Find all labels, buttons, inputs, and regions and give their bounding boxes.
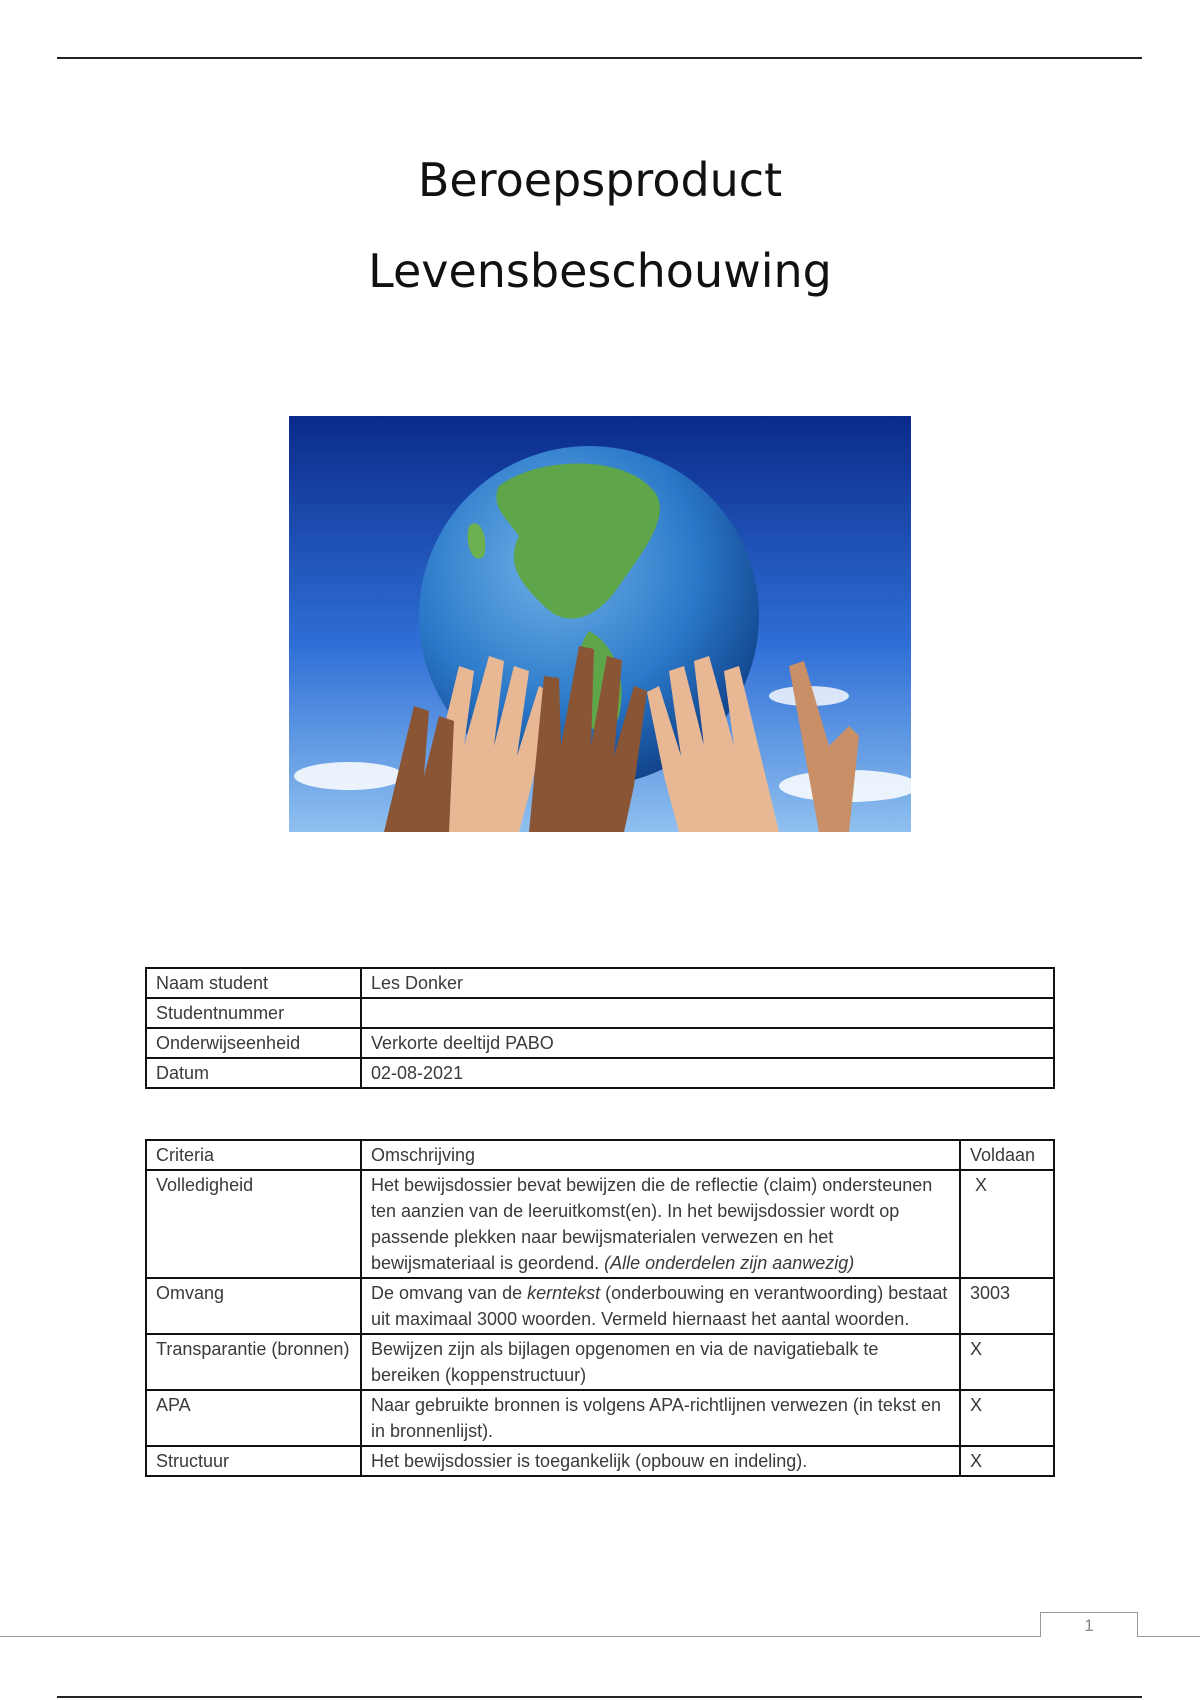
onderwijseenheid-label: Onderwijseenheid xyxy=(146,1028,361,1058)
datum-value: 02-08-2021 xyxy=(361,1058,1054,1088)
voldaan-cell: X xyxy=(960,1334,1054,1390)
table-row xyxy=(146,1334,1054,1390)
criterium-cell: Transparantie (bronnen) xyxy=(146,1334,361,1390)
voldaan-cell: X xyxy=(960,1390,1054,1446)
voldaan-cell: X xyxy=(960,1170,1054,1278)
table-row xyxy=(146,1058,1054,1088)
omschrijving-cell: Bewijzen zijn als bijlagen opgenomen en via de navigatiebalk te bereiken (koppenstructuur) xyxy=(361,1334,960,1390)
omschrijving-text: (onderbouwing en verantwoording) bestaat uit maximaal 3000 woorden. Vermeld hiernaast het aantal woorden. xyxy=(371,1283,948,1329)
voldaan-cell: X xyxy=(960,1446,1054,1476)
cover-image xyxy=(289,416,911,832)
footer-rule xyxy=(0,1636,1200,1637)
table-row xyxy=(146,968,1054,998)
page-bottom-rule xyxy=(57,1696,1142,1698)
voldaan-cell: 3003 xyxy=(960,1278,1054,1334)
header-voldaan: Voldaan xyxy=(960,1140,1054,1170)
omschrijving-italic: kerntekst xyxy=(527,1283,601,1303)
criterium-cell: APA xyxy=(146,1390,361,1446)
table-row xyxy=(146,998,1054,1028)
table-row xyxy=(146,1170,1054,1278)
omschrijving-italic: (Alle onderdelen zijn aanwezig) xyxy=(604,1253,855,1273)
studentnummer-value xyxy=(361,998,1054,1028)
header-omschrijving: Omschrijving xyxy=(361,1140,960,1170)
onderwijseenheid-value: Verkorte deeltijd PABO xyxy=(361,1028,1054,1058)
naam-student-label: Naam student xyxy=(146,968,361,998)
student-info-table xyxy=(145,967,1055,1089)
table-row xyxy=(146,1446,1054,1476)
document-subtitle: Levensbeschouwing xyxy=(368,244,832,298)
omschrijving-cell: Naar gebruikte bronnen is volgens APA-richtlijnen verwezen (in tekst en in bronnenlijst). xyxy=(361,1390,960,1446)
header-rule xyxy=(57,57,1142,59)
criteria-table xyxy=(145,1139,1055,1477)
criterium-cell: Volledigheid xyxy=(146,1170,361,1278)
omschrijving-cell xyxy=(361,1170,960,1278)
omschrijving-text: De omvang van de xyxy=(371,1283,528,1303)
criterium-cell: Structuur xyxy=(146,1446,361,1476)
table-row xyxy=(146,1278,1054,1334)
table-header-row xyxy=(146,1140,1054,1170)
table-row xyxy=(146,1028,1054,1058)
omschrijving-cell xyxy=(361,1278,960,1334)
criterium-cell: Omvang xyxy=(146,1278,361,1334)
studentnummer-label: Studentnummer xyxy=(146,998,361,1028)
omschrijving-cell: Het bewijsdossier is toegankelijk (opbouw en indeling). xyxy=(361,1446,960,1476)
datum-label: Datum xyxy=(146,1058,361,1088)
header-criteria: Criteria xyxy=(146,1140,361,1170)
omschrijving-text: Het bewijsdossier bevat bewijzen die de reflectie (claim) ondersteunen ten aanzien van de leeruitkomst(en). In het bewijsdossier wordt op passende plekken naar bewijsmaterialen verwezen en het bewijsmateriaal is geordend. xyxy=(371,1175,933,1273)
document-title: Beroepsproduct xyxy=(417,153,783,207)
table-row xyxy=(146,1390,1054,1446)
naam-student-value: Les Donker xyxy=(361,968,1054,998)
page-number: 1 xyxy=(1040,1612,1138,1637)
